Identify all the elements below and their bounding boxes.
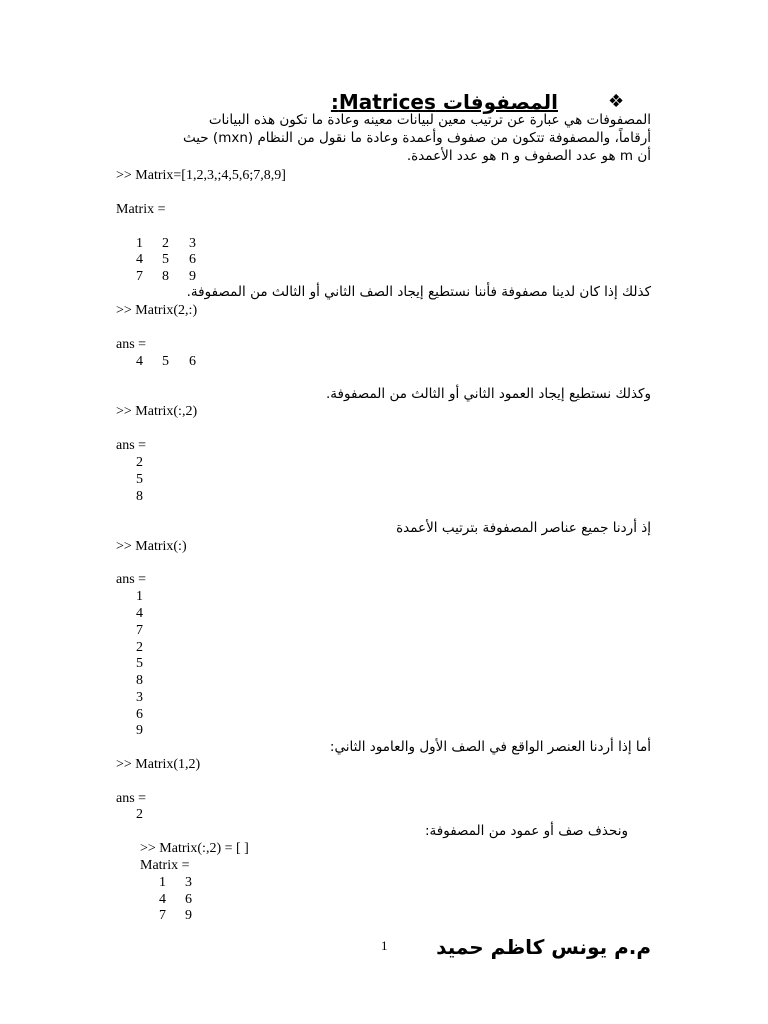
ans-cell: 5: [136, 472, 143, 487]
ans-cell: 2: [136, 807, 143, 822]
matrix-label: Matrix =: [116, 202, 166, 217]
intro-line-3: أن m هو عدد الصفوف و n هو عدد الأعمدة.: [406, 148, 651, 164]
command-line-3: >> Matrix(:,2): [116, 404, 198, 419]
ans-cell: 1: [136, 589, 143, 604]
text-row-extraction: كذلك إذا كان لدينا مصفوفة فأننا نستطيع إيجاد الصف الثاني أو الثالث من المصفوفة.: [186, 284, 651, 300]
ans-cell: 6: [136, 707, 143, 722]
text-column-extraction: وكذلك نستطيع إيجاد العمود الثاني أو الثالث من المصفوفة.: [326, 386, 651, 402]
ans-cell: 4: [136, 354, 143, 369]
text-single-element: أما إذا أردنا العنصر الواقع في الصف الأول والعامود الثاني:: [329, 739, 651, 755]
matrix-cell: 3: [189, 236, 196, 251]
intro-line-1: المصفوفات هي عبارة عن ترتيب معين لبيانات معينه وعادة ما تكون هذه البيانات: [208, 112, 651, 128]
ans-cell: 8: [136, 673, 143, 688]
ans-label: ans =: [116, 572, 147, 587]
ans-cell: 4: [136, 606, 143, 621]
matrix-cell: 4: [136, 252, 143, 267]
ans-label: ans =: [116, 337, 147, 352]
matrix-cell: 3: [185, 875, 192, 890]
ans-label: ans =: [116, 438, 147, 453]
text-delete-row-col: ونحذف صف أو عمود من المصفوفة:: [424, 823, 628, 839]
matrix-cell: 9: [185, 908, 192, 923]
matrix-cell: 2: [162, 236, 169, 251]
ans-cell: 8: [136, 489, 143, 504]
ans-cell: 5: [162, 354, 169, 369]
ans-cell: 2: [136, 455, 143, 470]
command-line-4: >> Matrix(:): [116, 539, 187, 554]
matrix-label: Matrix =: [140, 858, 190, 873]
page-number: 1: [381, 938, 388, 953]
command-line-2: >> Matrix(2,:): [116, 303, 198, 318]
ans-cell: 9: [136, 723, 143, 738]
ans-cell: 7: [136, 623, 143, 638]
diamond-bullet-icon: ❖: [608, 91, 625, 112]
command-line-6: >> Matrix(:,2) = [ ]: [140, 841, 249, 856]
ans-cell: 5: [136, 656, 143, 671]
matrix-cell: 9: [189, 269, 196, 284]
matrix-cell: 6: [185, 892, 192, 907]
matrix-cell: 1: [159, 875, 166, 890]
matrix-cell: 8: [162, 269, 169, 284]
matrix-cell: 4: [159, 892, 166, 907]
text-all-elements: إذ أردنا جميع عناصر المصفوفة بترتيب الأعمدة: [396, 520, 651, 536]
intro-line-2: أرقاماً، والمصفوفة تتكون من صفوف وأعمدة وعادة ما نقول من النظام (mxn) حيث: [182, 130, 651, 146]
section-heading: المصفوفات Matrices:: [330, 90, 558, 114]
ans-label: ans =: [116, 791, 147, 806]
matrix-cell: 7: [159, 908, 166, 923]
matrix-cell: 6: [189, 252, 196, 267]
ans-cell: 3: [136, 690, 143, 705]
author-name: م.م يونس كاظم حميد: [436, 935, 651, 959]
ans-cell: 6: [189, 354, 196, 369]
ans-cell: 2: [136, 640, 143, 655]
matrix-cell: 1: [136, 236, 143, 251]
matrix-cell: 7: [136, 269, 143, 284]
matrix-cell: 5: [162, 252, 169, 267]
command-line-5: >> Matrix(1,2): [116, 757, 201, 772]
command-line-1: >> Matrix=[1,2,3,;4,5,6;7,8,9]: [116, 168, 286, 183]
